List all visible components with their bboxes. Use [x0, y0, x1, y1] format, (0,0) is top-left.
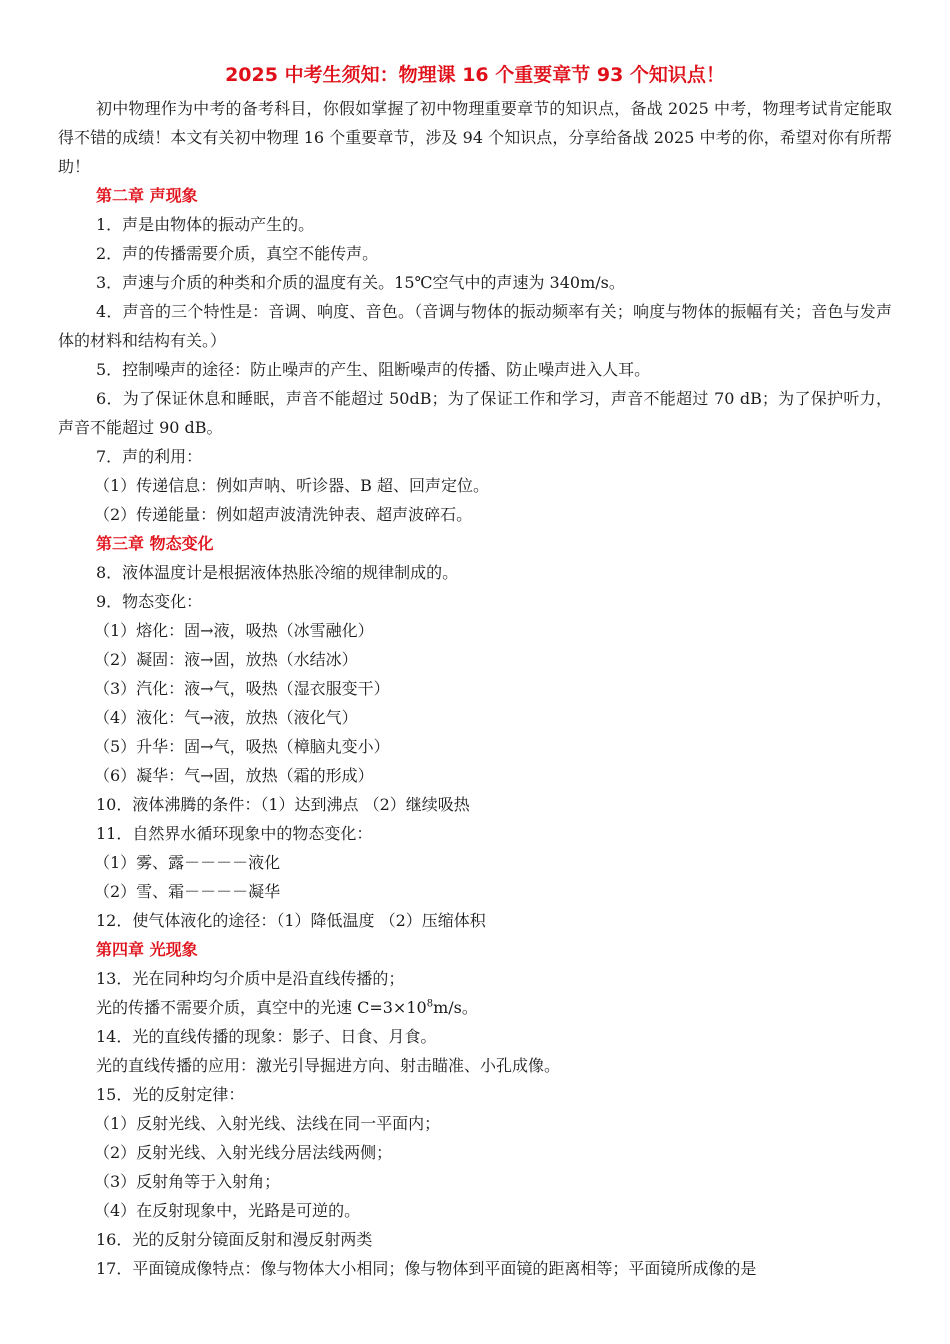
point-9-item-1: （1）熔化：固→液，吸热（冰雪融化） — [94, 621, 374, 640]
point-10: 10．液体沸腾的条件：（1）达到沸点 （2）继续吸热 — [96, 795, 470, 814]
chapter-heading-2: 第二章 声现象 — [96, 186, 198, 205]
light-speed-exponent: 8 — [426, 998, 434, 1010]
point-15-item-2: （2）反射光线、入射光线分居法线两侧； — [94, 1143, 393, 1162]
point-9-item-5: （5）升华：固→气，吸热（樟脑丸变小） — [94, 737, 390, 756]
point-11-item-2: （2）雪、霜－－－－凝华 — [94, 882, 281, 901]
point-11: 11．自然界水循环现象中的物态变化： — [96, 824, 373, 843]
point-8: 8．液体温度计是根据液体热胀冷缩的规律制成的。 — [96, 563, 459, 582]
point-15-item-3: （3）反射角等于入射角； — [94, 1172, 281, 1191]
point-3: 3．声速与介质的种类和介质的温度有关。15℃空气中的声速为 340m/s。 — [96, 273, 625, 292]
point-17: 17．平面镜成像特点：像与物体大小相同；像与物体到平面镜的距离相等；平面镜所成像的是 — [96, 1259, 757, 1278]
light-speed-text: 光的传播不需要介质，真空中的光速 C=3×10 — [96, 998, 427, 1017]
chapter-heading-4: 第四章 光现象 — [96, 940, 198, 959]
document-page — [58, 60, 892, 1283]
point-7: 7．声的利用： — [96, 447, 203, 466]
point-4: 4．声音的三个特性是：音调、响度、音色。（音调与物体的振动频率有关；响度与物体的振幅有关；音色与发声体的材料和结构有关。） — [58, 302, 892, 350]
point-12: 12．使气体液化的途径：（1）降低温度 （2）压缩体积 — [96, 911, 486, 930]
point-13: 13．光在同种均匀介质中是沿直线传播的； — [96, 969, 405, 988]
point-13-continued — [58, 993, 892, 1022]
point-2: 2．声的传播需要介质，真空不能传声。 — [96, 244, 379, 263]
intro-paragraph: 初中物理作为中考的备考科目，你假如掌握了初中物理重要章节的知识点，备战 2025 中考，物理考试肯定能取得不错的成绩！本文有关初中物理 16 个重要章节，涉及 94 个知识点，分享给备战 2025 中考的你，希望对你有所帮助！ — [58, 99, 892, 176]
point-9-item-3: （3）汽化：液→气，吸热（湿衣服变干） — [94, 679, 390, 698]
point-9: 9．物态变化： — [96, 592, 203, 611]
point-14: 14．光的直线传播的现象：影子、日食、月食。 — [96, 1027, 437, 1046]
point-16: 16．光的反射分镜面反射和漫反射两类 — [96, 1230, 373, 1249]
point-14-continued: 光的直线传播的应用：激光引导掘进方向、射击瞄准、小孔成像。 — [96, 1056, 561, 1075]
point-15-item-1: （1）反射光线、入射光线、法线在同一平面内； — [94, 1114, 441, 1133]
point-7-item-1: （1）传递信息：例如声呐、听诊器、B 超、回声定位。 — [94, 476, 490, 495]
document-title: 2025 中考生须知：物理课 16 个重要章节 93 个知识点！ — [225, 64, 725, 86]
point-7-item-2: （2）传递能量：例如超声波清洗钟表、超声波碎石。 — [94, 505, 473, 524]
point-15-item-4: （4）在反射现象中，光路是可逆的。 — [94, 1201, 361, 1220]
point-5: 5．控制噪声的途径：防止噪声的产生、阻断噪声的传播、防止噪声进入人耳。 — [96, 360, 651, 379]
light-speed-unit: m/s。 — [433, 998, 478, 1017]
point-9-item-6: （6）凝华：气→固，放热（霜的形成） — [94, 766, 374, 785]
point-15: 15．光的反射定律： — [96, 1085, 245, 1104]
point-6: 6．为了保证休息和睡眠，声音不能超过 50dB；为了保证工作和学习，声音不能超过 70 dB；为了保护听力，声音不能超过 90 dB。 — [58, 389, 892, 437]
point-9-item-4: （4）液化：气→液，放热（液化气） — [94, 708, 358, 727]
point-9-item-2: （2）凝固：液→固，放热（水结冰） — [94, 650, 358, 669]
point-11-item-1: （1）雾、露－－－－液化 — [94, 853, 281, 872]
chapter-heading-3: 第三章 物态变化 — [96, 534, 214, 553]
point-1: 1．声是由物体的振动产生的。 — [96, 215, 315, 234]
